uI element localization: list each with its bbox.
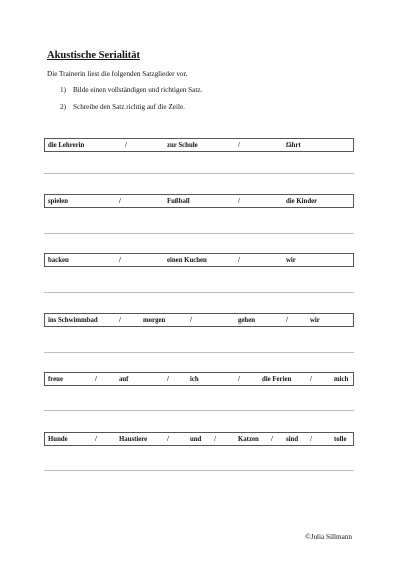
separator: /: [286, 317, 288, 324]
word: mich: [334, 376, 349, 383]
separator: /: [310, 376, 312, 383]
word: zur Schule: [167, 142, 198, 149]
separator: /: [238, 376, 240, 383]
word-box-4: [44, 313, 354, 327]
word-box-3: [44, 253, 354, 267]
word: tolle: [334, 436, 347, 443]
word: und: [190, 436, 202, 443]
separator: /: [190, 317, 192, 324]
word-box-5: [44, 372, 354, 386]
answer-line-3[interactable]: [44, 292, 354, 293]
word: Hunde: [48, 436, 68, 443]
instruction-text: Schreibe den Satz richtig auf die Zeile.: [73, 103, 185, 111]
word: die Kinder: [286, 198, 318, 205]
word: wir: [286, 257, 296, 264]
word: die Lehrerin: [48, 142, 85, 149]
separator: /: [95, 376, 97, 383]
word: ich: [190, 376, 199, 383]
word: einen Kuchen: [167, 257, 207, 264]
word-box-2: [44, 194, 354, 208]
answer-line-5[interactable]: [44, 410, 354, 411]
separator: /: [238, 142, 240, 149]
word: Katzen: [238, 436, 259, 443]
separator: /: [119, 198, 121, 205]
word: ins Schwimmbad: [48, 317, 98, 324]
word: wir: [310, 317, 320, 324]
instruction-number: 2): [60, 103, 66, 111]
separator: /: [95, 436, 97, 443]
instruction-item: [60, 103, 202, 120]
separator: /: [238, 198, 240, 205]
answer-line-4[interactable]: [44, 352, 354, 353]
word: spielen: [48, 198, 69, 205]
instruction-number: 1): [60, 86, 66, 94]
separator: /: [271, 436, 273, 443]
word-box-1: [44, 138, 354, 152]
word: Haustiere: [119, 436, 148, 443]
word: die Ferien: [262, 376, 292, 383]
instruction-list: [60, 86, 202, 120]
copyright-footer: ©Julia Sillmann: [305, 533, 352, 541]
word: freue: [48, 376, 63, 383]
word: auf: [119, 376, 129, 383]
page-title: Akustische Serialität: [47, 50, 141, 61]
separator: /: [119, 257, 121, 264]
word: sind: [286, 436, 299, 443]
separator: /: [238, 257, 240, 264]
separator: /: [167, 436, 169, 443]
intro-text: Die Trainerin liest die folgenden Satzglieder vor.: [47, 70, 188, 78]
word: fährt: [286, 142, 301, 149]
word: backen: [48, 257, 69, 264]
separator: /: [119, 317, 121, 324]
word: morgen: [143, 317, 166, 324]
word: gehen: [238, 317, 255, 324]
instruction-text: Bilde einen vollständigen und richtigen Satz.: [73, 86, 203, 94]
answer-line-6[interactable]: [44, 470, 354, 471]
separator: /: [310, 436, 312, 443]
answer-line-1[interactable]: [44, 173, 354, 174]
word-box-6: [44, 432, 354, 446]
separator: /: [167, 376, 169, 383]
word: Fußball: [167, 198, 190, 205]
separator: /: [125, 142, 127, 149]
instruction-item: [60, 86, 202, 103]
separator: /: [214, 436, 216, 443]
answer-line-2[interactable]: [44, 233, 354, 234]
